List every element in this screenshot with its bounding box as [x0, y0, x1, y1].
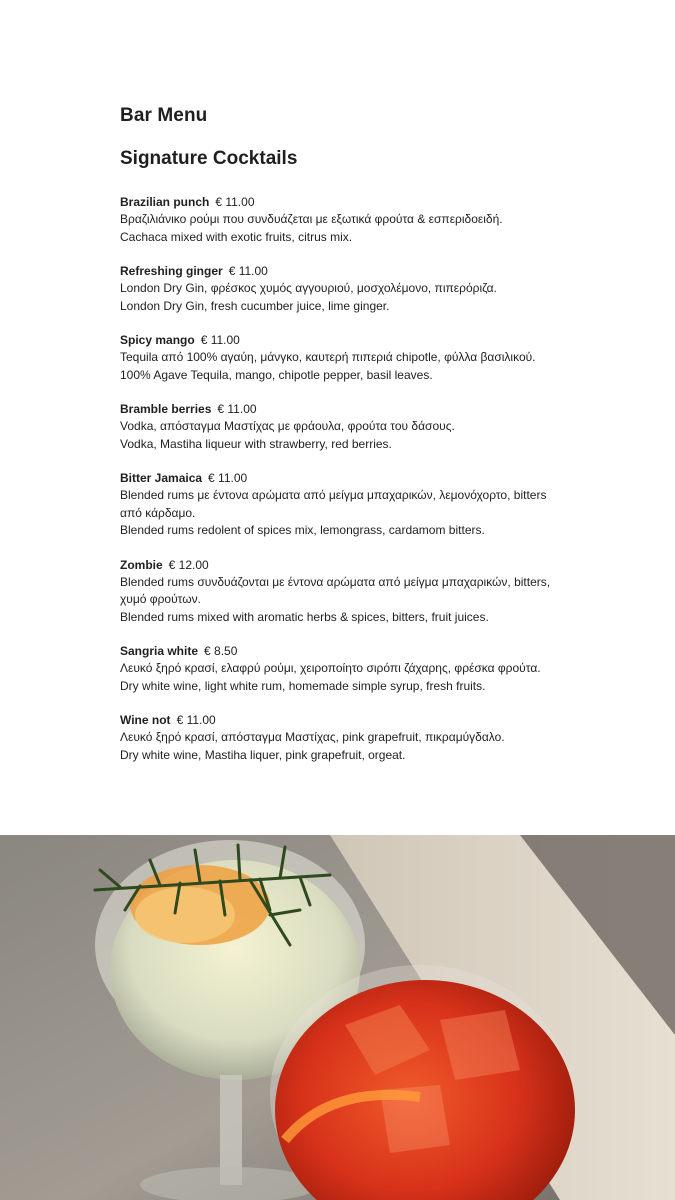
menu-item-description: Dry white wine, light white rum, homemade simple syrup, fresh fruits. [120, 678, 486, 693]
menu-item-name: Wine not [120, 713, 171, 727]
menu-content [120, 102, 640, 781]
menu-item-price: € 11.00 [176, 713, 216, 727]
menu-item-name: Zombie [120, 557, 163, 572]
menu-item-description: Blended rums με έντονα αρώματα από μείγμα μπαχαρικών, λεμονόχορτο, bitters [120, 488, 547, 502]
menu-item-price: € 8.50 [204, 644, 238, 658]
menu-item-description: Blended rums mixed with aromatic herbs & spices, bitters, fruit juices. [120, 609, 489, 624]
menu-item-description: London Dry Gin, fresh cucumber juice, lime ginger. [120, 298, 390, 313]
menu-item [120, 712, 640, 764]
menu-item-header [120, 401, 640, 418]
menu-item-description: London Dry Gin, φρέσκος χυμός αγγουριού, μοσχολέμονο, πιπερόριζα. [120, 281, 497, 295]
menu-item-name: Sangria white [120, 644, 199, 658]
page-title: Bar Menu [120, 105, 208, 126]
cocktail-list [120, 194, 640, 764]
menu-item [120, 401, 640, 453]
menu-item-description: Cachaca mixed with exotic fruits, citrus mix. [120, 229, 353, 244]
menu-item-price: € 11.00 [217, 402, 257, 416]
menu-item-description: Tequila από 100% αγαύη, μάνγκο, καυτερή πιπεριά chipotle, φύλλα βασιλικού. [120, 350, 536, 364]
menu-item-description: Λευκό ξηρό κρασί, ελαφρύ ρούμι, χειροποίητο σιρόπι ζάχαρης, φρέσκα φρούτα. [120, 661, 541, 675]
menu-item-description: χυμό φρούτων. [120, 592, 201, 606]
menu-item [120, 263, 640, 315]
menu-item-description: Vodka, απόσταγμα Μαστίχας με φράουλα, φρούτα του δάσους. [120, 419, 455, 433]
menu-item-price: € 11.00 [215, 195, 255, 209]
menu-item-description: Βραζιλιάνικο ρούμι που συνδυάζεται με εξωτικά φρούτα & εσπεριδοειδή. [120, 212, 503, 226]
menu-item [120, 557, 640, 627]
menu-item-description: Vodka, Mastiha liqueur with strawberry, red berries. [120, 436, 392, 451]
menu-item-header [120, 712, 640, 729]
menu-item-price: € 11.00 [208, 471, 248, 485]
cocktails-photo [0, 835, 675, 1200]
menu-item-header [120, 470, 640, 487]
menu-item-name: Bitter Jamaica [120, 471, 203, 485]
menu-item-price: € 12.00 [168, 557, 209, 572]
menu-item-description: Blended rums συνδυάζονται με έντονα αρώματα από μείγμα μπαχαρικών, bitters, [120, 574, 551, 589]
menu-item [120, 643, 640, 695]
menu-item-header [120, 263, 640, 280]
menu-item-header [120, 332, 640, 349]
menu-item-name: Refreshing ginger [120, 264, 223, 278]
menu-item [120, 470, 640, 540]
menu-item-header [120, 557, 640, 574]
menu-item-description: Blended rums redolent of spices mix, lemongrass, cardamom bitters. [120, 523, 485, 537]
menu-item-description: από κάρδαμο. [120, 505, 196, 520]
menu-item-name: Bramble berries [120, 402, 212, 416]
menu-item-name: Brazilian punch [120, 195, 210, 209]
menu-item-name: Spicy mango [120, 333, 195, 347]
menu-item-header [120, 194, 640, 211]
menu-item-price: € 11.00 [228, 264, 268, 278]
section-title: Signature Cocktails [120, 148, 298, 169]
menu-item-description: Λευκό ξηρό κρασί, απόσταγμα Μαστίχας, pink grapefruit, πικραμύγδαλο. [120, 730, 505, 744]
menu-item-description: 100% Agave Tequila, mango, chipotle pepper, basil leaves. [120, 367, 433, 382]
menu-item-price: € 11.00 [200, 333, 240, 347]
menu-item-header [120, 643, 640, 660]
menu-item-description: Dry white wine, Mastiha liquer, pink grapefruit, orgeat. [120, 747, 406, 762]
menu-item [120, 332, 640, 384]
menu-item [120, 194, 640, 246]
